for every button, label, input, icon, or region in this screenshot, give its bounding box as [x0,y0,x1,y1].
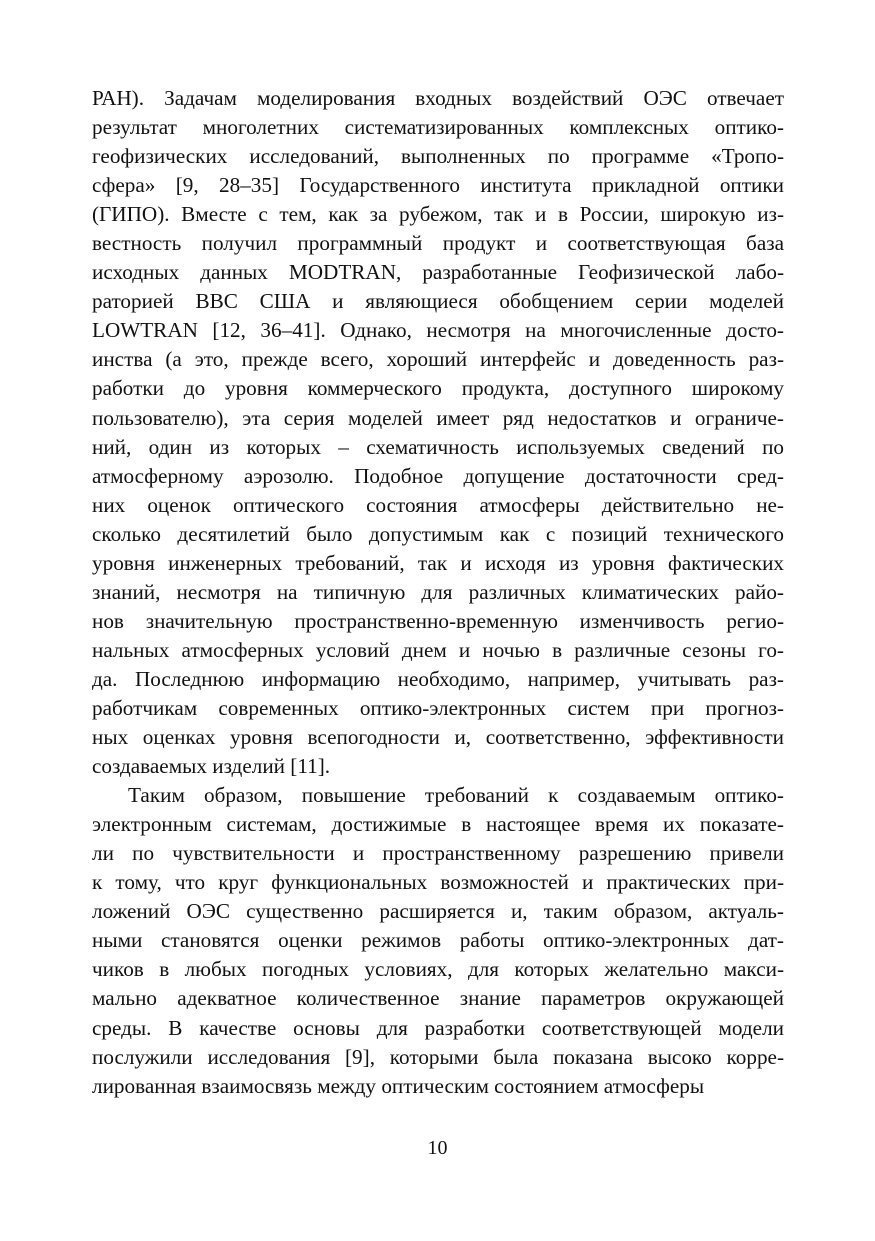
text-line: геофизических исследований, выполненных по программе «Тропо- [92,144,784,169]
body-text [92,84,784,1101]
text-line: ний, один из которых – схематичность используемых сведений по [92,434,784,459]
page-number: 10 [427,1137,448,1159]
paragraph-1 [92,84,784,781]
text-line: результат многолетних систематизированных комплексных оптико- [92,115,784,140]
text-line: ли по чувствительности и пространственному разрешению привели [92,841,784,866]
text-line: пользователю), эта серия моделей имеет ряд недостатков и ограниче- [92,405,784,430]
text-line: инства (а это, прежде всего, хороший интерфейс и доведенность раз- [92,347,784,372]
text-line: работчикам современных оптико-электронных систем при прогноз- [92,695,784,720]
text-line: работки до уровня коммерческого продукта, доступного широкому [92,376,784,401]
text-line: нальных атмосферных условий днем и ночью в различные сезоны го- [92,637,784,662]
text-line: (ГИПО). Вместе с тем, как за рубежом, так и в России, широкую из- [92,202,784,227]
text-line: лированная взаимосвязь между оптическим состоянием атмосферы [92,1073,705,1098]
text-line: нов значительную пространственно-временную изменчивость регио- [92,608,784,633]
text-line: ных оценках уровня всепогодности и, соответственно, эффективности [92,725,784,750]
text-line: LOWTRAN [12, 36–41]. Однако, несмотря на многочисленные досто- [92,318,784,343]
text-line: уровня инженерных требований, так и исходя из уровня фактических [92,550,784,575]
text-line: них оценок оптического состояния атмосферы действительно не- [92,492,784,517]
text-line: чиков в любых погодных условиях, для которых желательно макси- [92,957,784,982]
text-line: РАН). Задачам моделирования входных воздействий ОЭС отвечает [92,86,784,110]
text-line: к тому, что круг функциональных возможностей и практических при- [92,870,784,895]
text-line: Таким образом, повышение требований к создаваемым оптико- [128,783,784,808]
text-line: ложений ОЭС существенно расширяется и, таким образом, актуаль- [92,899,784,924]
text-line: вестность получил программный продукт и соответствующая база [92,231,784,256]
text-line: атмосферному аэрозолю. Подобное допущение достаточности сред- [92,463,784,488]
text-line: сфера» [9, 28–35] Государственного института прикладной оптики [92,173,784,198]
text-line: среды. В качестве основы для разработки соответствующей модели [92,1015,784,1040]
text-line: исходных данных MODTRAN, разработанные Геофизической лабо- [92,260,784,285]
text-line: мально адекватное количественное знание параметров окружающей [92,986,784,1011]
text-line: послужили исследования [9], которыми была показана высоко корре- [92,1044,784,1069]
paragraph-2 [92,781,784,1101]
text-line: создаваемых изделий [11]. [92,754,331,779]
text-line: ными становятся оценки режимов работы оптико-электронных дат- [92,928,784,953]
text-line: электронным системам, достижимые в настоящее время их показате- [92,812,784,837]
text-line: раторией ВВС США и являющиеся обобщением серии моделей [92,289,784,314]
text-line: знаний, несмотря на типичную для различных климатических райо- [92,579,784,604]
text-line: сколько десятилетий было допустимым как с позиций технического [92,521,784,546]
text-line: да. Последнюю информацию необходимо, например, учитывать раз- [92,666,784,691]
